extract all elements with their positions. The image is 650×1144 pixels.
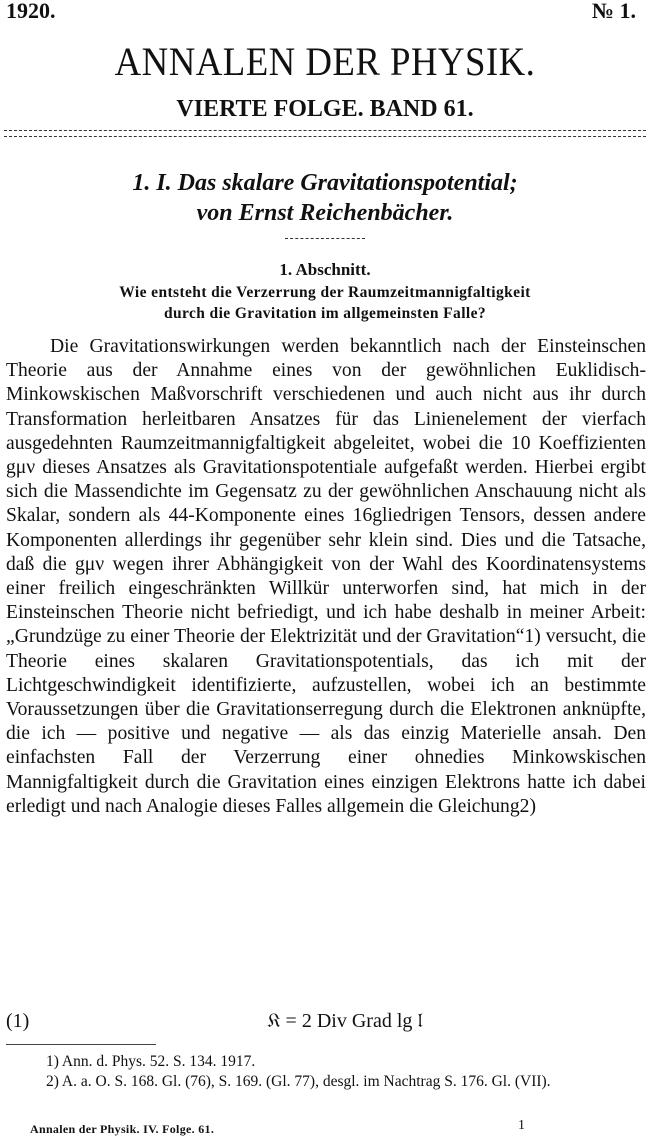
- section-question-line1: Wie entsteht die Verzerrung der Raumzeitmannigfaltigkeit: [119, 284, 531, 301]
- equation-number: (1): [6, 1010, 30, 1032]
- body-text: [6, 335, 646, 819]
- section-question-line2: durch die Gravitation im allgemeinsten Falle?: [163, 305, 487, 322]
- equation: 𝔎 = 2 Div Grad lg 𝔩: [267, 1010, 423, 1032]
- footnote-2: 2) A. a. O. S. 168. Gl. (76), S. 169. (Gl. 77), desgl. im Nachtrag S. 176. Gl. (VII).: [46, 1073, 551, 1090]
- issue-number: № 1.: [591, 0, 636, 23]
- header-rule-top: [4, 130, 646, 131]
- year: 1920.: [6, 0, 56, 23]
- header-rule-bottom: [4, 136, 646, 137]
- section-heading: 1. Abschnitt.: [279, 260, 371, 279]
- footnote-rule: [6, 1044, 156, 1045]
- page-number: 1: [518, 1118, 525, 1133]
- footnote-1: 1) Ann. d. Phys. 52. S. 134. 1917.: [46, 1053, 256, 1070]
- running-footer: Annalen der Physik. IV. Folge. 61.: [30, 1122, 215, 1136]
- article-title: 1. I. Das skalare Gravitationspotential;: [132, 170, 518, 196]
- journal-title: ANNALEN DER PHYSIK.: [114, 39, 536, 84]
- title-divider: [285, 238, 365, 239]
- body-paragraph: Die Gravitationswirkungen werden bekanntlich nach der Einsteinschen Theorie aus der Annahme eines von der gewöhnlichen Euklidisch-Minkowskischen Maßvorschrift verschiedenen und auch nicht aus ihr durch Transformation herleitbaren Ansatzes für das Linienelement der vierfach ausgedehnten Raumzeitmannigfaltigkeit abgeleitet, wobei die 10 Koeffizienten gμν dieses Ansatzes als Gravitationspotentiale aufgefaßt werden. Hierbei ergibt sich die Massendichte im Gegensatz zu der gewöhnlichen Anschauung nicht als Skalar, sondern als 44-Komponente eines 16gliedrigen Tensors, dessen andere Komponenten allerdings ihr gegenüber sehr klein sind. Dies und die Tatsache, daß die gμν wegen ihrer Abhängigkeit von der Wahl des Koordinatensystems einer freilich eingeschränkten Willkür unterworfen sind, hat mich in der Einsteinschen Theorie nicht befriedigt, und ich habe deshalb in meiner Arbeit: „Grundzüge zu einer Theorie der Elektrizität und der Gravitation“1) versucht, die Theorie eines skalaren Gravitationspotentials, das ich mit der Lichtgeschwindigkeit identifizierte, aufzustellen, wobei ich an bestimmte Voraussetzungen über die Gravitationserregung durch die Elektronen anknüpfte, die ich — positive und negative — als das einzig Materielle ansah. Den einfachsten Fall der Verzerrung einer ohnedies Minkowskischen Mannigfaltigkeit durch die Gravitation eines einzigen Elektrons hatte ich dabei erledigt und nach Analogie dieses Falles allgemein die Gleichung2): [6, 336, 646, 817]
- article-author: von Ernst Reichenbächer.: [196, 200, 454, 226]
- series-volume: VIERTE FOLGE. BAND 61.: [176, 96, 474, 122]
